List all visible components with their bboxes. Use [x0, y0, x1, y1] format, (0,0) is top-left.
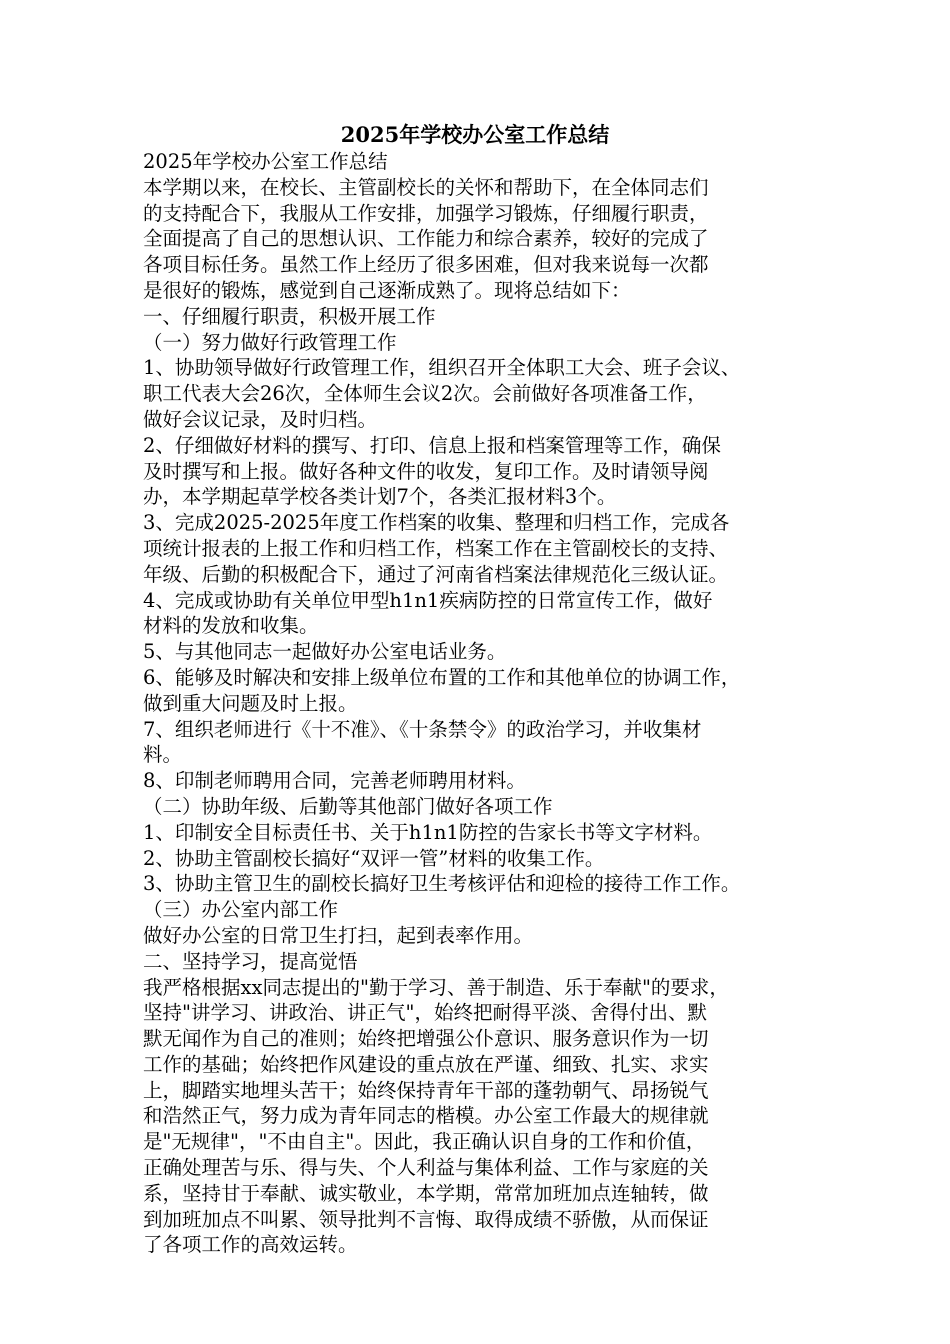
text-line: 6、能够及时解决和安排上级单位布置的工作和其他单位的协调工作，: [143, 665, 741, 689]
text-line: （一）努力做好行政管理工作: [143, 330, 397, 354]
text-line: 工作的基础；始终把作风建设的重点放在严谨、细致、扎实、求实: [143, 1052, 709, 1076]
text-line: （二）协助年级、后勤等其他部门做好各项工作: [143, 794, 553, 818]
text-line: 和浩然正气，努力成为青年同志的楷模。办公室工作最大的规律就: [143, 1104, 709, 1128]
text-line: 年级、后勤的积极配合下，通过了河南省档案法律规范化三级认证。: [143, 562, 729, 586]
text-line: 各项目标任务。虽然工作上经历了很多困难，但对我来说每一次都: [143, 253, 709, 277]
text-line: 项统计报表的上报工作和归档工作，档案工作在主管副校长的支持、: [143, 536, 729, 560]
text-line: 做到重大问题及时上报。: [143, 691, 358, 715]
text-line: 2、仔细做好材料的撰写、打印、信息上报和档案管理等工作，确保: [143, 433, 721, 457]
text-line: 及时撰写和上报。做好各种文件的收发，复印工作。及时请领导阅: [143, 459, 709, 483]
text-line: 我严格根据xx同志提出的"勤于学习、善于制造、乐于奉献"的要求，: [143, 975, 729, 999]
text-line: （三）办公室内部工作: [143, 898, 339, 922]
text-line: 1、印制安全目标责任书、关于h1n1防控的告家长书等文字材料。: [143, 820, 713, 844]
text-line: 了各项工作的高效运转。: [143, 1233, 358, 1257]
text-line: 办，本学期起草学校各类计划7个，各类汇报材料3个。: [143, 485, 617, 509]
text-line: 到加班加点不叫累、领导批判不言悔、取得成绩不骄傲，从而保证: [143, 1207, 709, 1231]
text-line: 4、完成或协助有关单位甲型h1n1疾病防控的日常宣传工作，做好: [143, 588, 713, 612]
document-title: 2025年学校办公室工作总结: [340, 122, 610, 147]
text-line: 3、完成2025-2025年度工作档案的收集、整理和归档工作，完成各: [143, 511, 730, 535]
text-line: 职工代表大会26次，全体师生会议2次。会前做好各项准备工作，: [143, 382, 707, 406]
text-line: 正确处理苦与乐、得与失、个人利益与集体利益、工作与家庭的关: [143, 1156, 709, 1180]
text-line: 7、组织老师进行《十不准》、《十条禁令》的政治学习，并收集材: [143, 717, 702, 741]
text-line: 全面提高了自己的思想认识、工作能力和综合素养，较好的完成了: [143, 227, 709, 251]
text-line: 的支持配合下，我服从工作安排，加强学习锻炼，仔细履行职责，: [143, 201, 709, 225]
text-line: 默无闻作为自己的准则；始终把增强公仆意识、服务意识作为一切: [143, 1027, 709, 1051]
document-body: [143, 149, 819, 1258]
text-line: 2、协助主管副校长搞好“双评一管”材料的收集工作。: [143, 846, 605, 870]
text-line: 8、印制老师聘用合同，完善老师聘用材料。: [143, 769, 526, 793]
text-line: 二、坚持学习，提高觉悟: [143, 949, 358, 973]
text-line: 材料的发放和收集。: [143, 614, 319, 638]
text-line: 料。: [143, 743, 183, 767]
text-line: 1、协助领导做好行政管理工作，组织召开全体职工大会、班子会议、: [143, 356, 741, 380]
text-line: 做好办公室的日常卫生打扫，起到表率作用。: [143, 923, 534, 947]
text-line: 5、与其他同志一起做好办公室电话业务。: [143, 640, 507, 664]
text-line: 3、协助主管卫生的副校长搞好卫生考核评估和迎检的接待工作工作。: [143, 872, 741, 896]
text-line: 2025年学校办公室工作总结: [143, 150, 388, 173]
text-line: 坚持"讲学习、讲政治、讲正气"，始终把耐得平淡、舍得付出、默: [143, 1001, 707, 1025]
text-line: 做好会议记录，及时归档。: [143, 407, 378, 431]
text-line: 是很好的锻炼，感觉到自己逐渐成熟了。现将总结如下：: [143, 278, 631, 302]
text-line: 一、仔细履行职责，积极开展工作: [143, 304, 436, 328]
text-line: 上，脚踏实地埋头苦干；始终保持青年干部的蓬勃朝气、昂扬锐气: [143, 1078, 709, 1102]
text-line: 本学期以来，在校长、主管副校长的关怀和帮助下，在全体同志们: [143, 175, 709, 199]
text-line: 是"无规律"，"不由自主"。因此，我正确认识自身的工作和价值，: [143, 1130, 706, 1154]
text-line: 系，坚持甘于奉献、诚实敬业，本学期，常常加班加点连轴转，做: [143, 1181, 709, 1205]
